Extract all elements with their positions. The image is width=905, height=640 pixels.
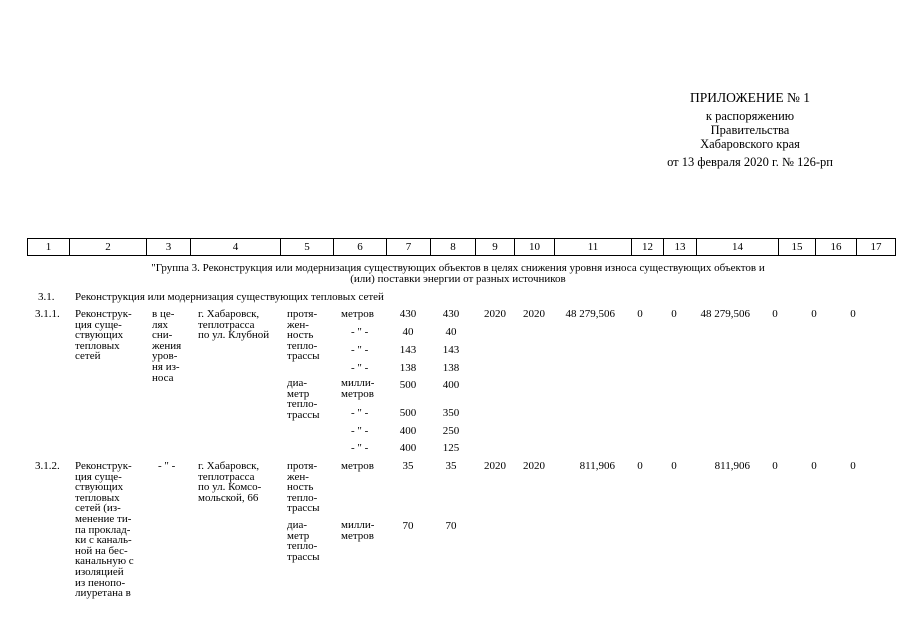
col-num: 4 [191, 239, 281, 256]
name-line: Реконструк- [75, 460, 132, 472]
param-line: жен- [287, 318, 309, 331]
header-date: от 13 февраля 2020 г. № 126-рп [667, 155, 833, 169]
param-line: тепло- [287, 491, 318, 504]
name-line: ция суще- [75, 318, 122, 331]
param-line: тепло- [287, 398, 318, 411]
param-line: трассы [287, 408, 320, 421]
parameter-diameter [287, 520, 319, 562]
name-line: ной на бес- [75, 544, 128, 557]
name-line: сетей (из- [75, 502, 121, 515]
value-after: 400 [442, 379, 460, 391]
ditto-mark: - " - [351, 425, 369, 437]
group-title-line-2: (или) поставки энергии от разных источников [350, 272, 566, 285]
year-end: 2020 [523, 308, 545, 320]
param-line: трассы [287, 350, 320, 363]
col-num: 9 [476, 239, 515, 256]
unit-line: милли- [341, 519, 375, 531]
parameter-length [287, 309, 319, 362]
object-purpose: - " - [158, 460, 176, 472]
name-line: тепловых [75, 491, 120, 504]
value-after: 125 [442, 442, 460, 454]
ditto-mark: - " - [351, 362, 369, 374]
name-line: Реконструк- [75, 308, 132, 320]
col-num: 15 [779, 239, 816, 256]
param-line: метр [287, 387, 310, 400]
appendix-header [630, 91, 870, 169]
col-num: 3 [147, 239, 191, 256]
col-num: 6 [334, 239, 387, 256]
param-line: метр [287, 529, 310, 542]
location-line: г. Хабаровск, [198, 308, 260, 320]
value-before: 400 [399, 442, 417, 454]
cost-total: 811,906 [579, 460, 615, 472]
col-num: 5 [281, 239, 334, 256]
param-line: протя- [287, 460, 318, 472]
row-number: 3.1.2. [35, 460, 60, 472]
value-before: 430 [399, 308, 417, 320]
purpose-line: лях [152, 318, 169, 331]
value-before: 500 [399, 379, 417, 391]
col-15-value: 0 [772, 460, 778, 472]
unit-millimeters [341, 378, 374, 399]
value-before: 70 [402, 520, 414, 532]
location-line: по ул. Комсо- [198, 481, 262, 494]
row-number: 3.1.1. [35, 308, 60, 320]
col-13-value: 0 [671, 460, 677, 472]
col-15-value: 0 [772, 308, 778, 320]
location-line: г. Хабаровск, [198, 460, 260, 472]
col-num: 1 [28, 239, 70, 256]
value-after: 138 [442, 362, 460, 374]
col-num: 12 [632, 239, 664, 256]
location-line: теплотрасса [198, 318, 255, 331]
col-num: 16 [816, 239, 857, 256]
object-name [75, 461, 134, 599]
name-line: сетей [75, 350, 101, 363]
purpose-line: в це- [152, 308, 175, 320]
name-line: ствующих [75, 329, 124, 342]
param-line: ность [287, 329, 314, 342]
name-line: менение ти- [75, 512, 132, 525]
param-line: ность [287, 481, 314, 494]
group-title [88, 263, 828, 284]
unit-meters: метров [341, 460, 374, 472]
header-line-2: Правительства [710, 123, 790, 137]
param-line: диа- [287, 519, 308, 531]
purpose-line: сни- [152, 329, 173, 342]
value-after: 350 [442, 407, 460, 419]
param-line: тепло- [287, 540, 318, 553]
unit-meters: метров [341, 308, 374, 320]
value-before: 500 [399, 407, 417, 419]
name-line: тепловых [75, 339, 120, 352]
name-line: па проклад- [75, 523, 131, 536]
col-14-value: 48 279,506 [700, 308, 750, 320]
purpose-line: носа [152, 371, 174, 384]
parameter-diameter [287, 378, 319, 420]
year-start: 2020 [484, 460, 506, 472]
cost-total: 48 279,506 [565, 308, 615, 320]
value-before: 40 [402, 326, 414, 338]
purpose-line: жения [152, 339, 182, 352]
param-line: трассы [287, 502, 320, 515]
year-start: 2020 [484, 308, 506, 320]
ditto-mark: - " - [351, 344, 369, 356]
object-purpose [152, 309, 181, 383]
col-num: 13 [664, 239, 697, 256]
purpose-line: уров- [152, 350, 178, 363]
param-line: протя- [287, 308, 318, 320]
year-end: 2020 [523, 460, 545, 472]
object-location [198, 461, 261, 503]
col-14-value: 811,906 [714, 460, 750, 472]
header-line-1: к распоряжению [705, 109, 795, 123]
col-12-value: 0 [637, 308, 643, 320]
param-line: диа- [287, 377, 308, 389]
appendix-title: ПРИЛОЖЕНИЕ № 1 [689, 90, 811, 105]
value-after: 35 [445, 460, 457, 472]
col-num: 11 [555, 239, 632, 256]
col-13-value: 0 [671, 308, 677, 320]
col-16-value: 0 [811, 460, 817, 472]
col-num: 8 [431, 239, 476, 256]
location-line: по ул. Клубной [198, 329, 270, 342]
col-17-value: 0 [850, 460, 856, 472]
object-name [75, 309, 132, 362]
col-17-value: 0 [850, 308, 856, 320]
location-line: мольской, 66 [198, 491, 259, 504]
location-line: теплотрасса [198, 470, 255, 483]
value-before: 400 [399, 425, 417, 437]
name-line: ствующих [75, 481, 124, 494]
header-line-3: Хабаровского края [700, 137, 800, 151]
group-title-line-1: "Группа 3. Реконструкция или модернизация существующих объектов в целях снижения уровня износа существующих объектов и [151, 262, 765, 274]
section-title: Реконструкция или модернизация существующих тепловых сетей [75, 291, 384, 303]
section-number: 3.1. [38, 291, 55, 303]
value-before: 35 [402, 460, 414, 472]
parameter-length [287, 461, 319, 514]
value-after: 70 [445, 520, 457, 532]
col-num: 10 [515, 239, 555, 256]
param-line: тепло- [287, 339, 318, 352]
unit-line: метров [341, 387, 374, 400]
value-before: 138 [399, 362, 417, 374]
value-after: 143 [442, 344, 460, 356]
name-line: ки с каналь- [75, 534, 132, 547]
col-num: 2 [70, 239, 147, 256]
value-before: 143 [399, 344, 417, 356]
param-line: жен- [287, 470, 309, 483]
name-line: канальную с [75, 555, 134, 568]
name-line: ция суще- [75, 470, 122, 483]
name-line: из пенопо- [75, 576, 126, 589]
name-line: изоляцией [75, 565, 124, 578]
unit-line: милли- [341, 377, 375, 389]
unit-line: метров [341, 529, 374, 542]
column-number-row [27, 238, 896, 256]
param-line: трассы [287, 550, 320, 563]
col-num: 7 [387, 239, 431, 256]
col-12-value: 0 [637, 460, 643, 472]
ditto-mark: - " - [351, 442, 369, 454]
unit-millimeters [341, 520, 374, 541]
col-num: 17 [857, 239, 896, 256]
ditto-mark: - " - [351, 407, 369, 419]
col-16-value: 0 [811, 308, 817, 320]
purpose-line: ня из- [152, 360, 180, 373]
col-num: 14 [697, 239, 779, 256]
object-location [198, 309, 269, 341]
value-after: 40 [445, 326, 457, 338]
ditto-mark: - " - [351, 326, 369, 338]
value-after: 250 [442, 425, 460, 437]
name-line: лиуретана в [75, 587, 131, 600]
value-after: 430 [442, 308, 460, 320]
